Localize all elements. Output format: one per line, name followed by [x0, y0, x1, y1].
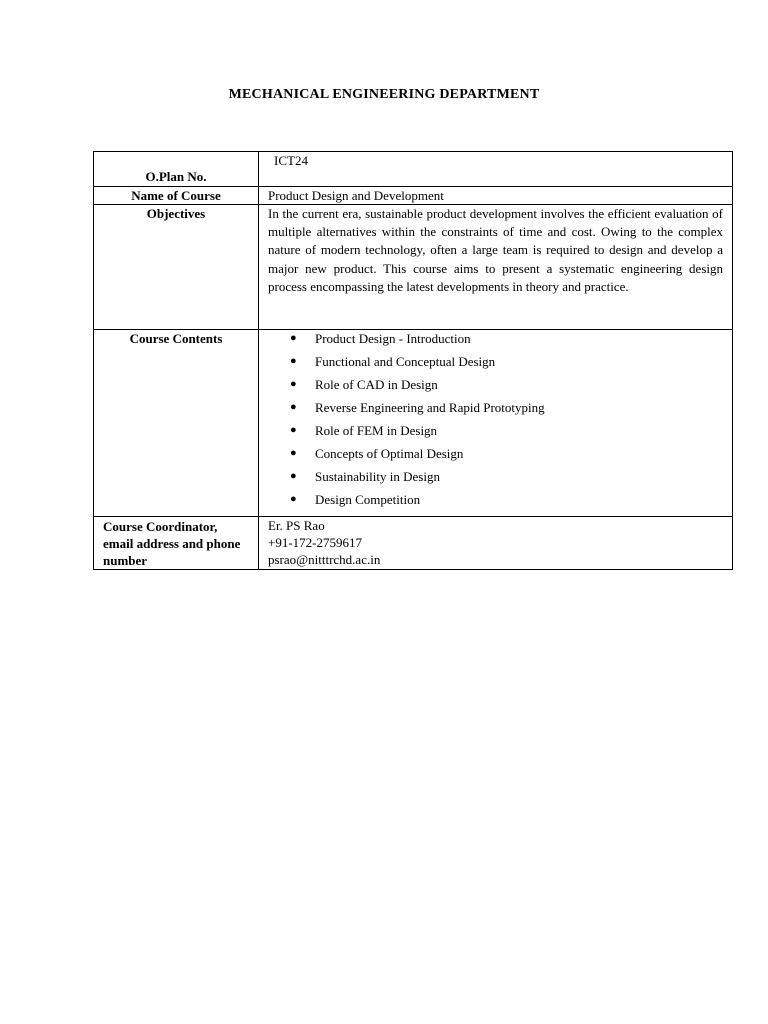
coordinator-email: psrao@nitttrchd.ac.in — [268, 552, 381, 567]
bullet-icon: ● — [290, 424, 297, 436]
list-item — [290, 330, 723, 353]
course-name-value: Product Design and Development — [259, 187, 733, 205]
bullet-icon: ● — [290, 355, 297, 367]
list-item-text: Design Competition — [315, 492, 421, 507]
course-details-table — [93, 151, 733, 570]
list-item-text: Functional and Conceptual Design — [315, 354, 496, 369]
coordinator-name: Er. PS Rao — [268, 518, 325, 533]
list-item — [290, 376, 723, 399]
bullet-icon: ● — [290, 378, 297, 390]
list-item-text: Role of CAD in Design — [315, 377, 438, 392]
bullet-icon: ● — [290, 332, 297, 344]
table-row-oplan — [94, 152, 733, 187]
course-name-label: Name of Course — [94, 187, 259, 205]
bullet-icon: ● — [290, 401, 297, 413]
coordinator-label: Course Coordinator, email address and phone number — [94, 517, 259, 570]
coordinator-cell — [259, 517, 733, 570]
oplan-label: O.Plan No. — [94, 152, 259, 187]
bullet-icon: ● — [290, 493, 297, 505]
table-row-course-contents — [94, 330, 733, 517]
objectives-label: Objectives — [94, 205, 259, 330]
bullet-icon: ● — [290, 447, 297, 459]
list-item — [290, 399, 723, 422]
table-row-coordinator — [94, 517, 733, 570]
list-item-text: Role of FEM in Design — [315, 423, 438, 438]
list-item — [290, 491, 723, 514]
course-contents-cell — [259, 330, 733, 517]
list-item — [290, 422, 723, 445]
list-item — [290, 445, 723, 468]
course-contents-label: Course Contents — [94, 330, 259, 517]
list-item-text: Sustainability in Design — [315, 469, 440, 484]
table-row-objectives — [94, 205, 733, 330]
coordinator-phone: +91-172-2759617 — [268, 535, 362, 550]
list-item — [290, 468, 723, 491]
page-title: MECHANICAL ENGINEERING DEPARTMENT — [228, 87, 540, 102]
list-item-text: Concepts of Optimal Design — [315, 446, 464, 461]
list-item — [290, 353, 723, 376]
bullet-icon: ● — [290, 470, 297, 482]
course-contents-list — [268, 330, 723, 514]
objectives-text: In the current era, sustainable product development involves the efficient evaluation of multiple alternatives within the constraints of time and cost. Owing to the complex nature of modern technology, often a large team is required to design and develop a major new product. This course aims to present a systematic engineering design process encompassing the latest developments in theory and practice. — [268, 206, 723, 294]
list-item-text: Reverse Engineering and Rapid Prototyping — [315, 400, 545, 415]
table-row-course-name — [94, 187, 733, 205]
objectives-cell — [259, 205, 733, 330]
list-item-text: Product Design - Introduction — [315, 331, 471, 346]
oplan-value: ICT24 — [259, 152, 733, 187]
